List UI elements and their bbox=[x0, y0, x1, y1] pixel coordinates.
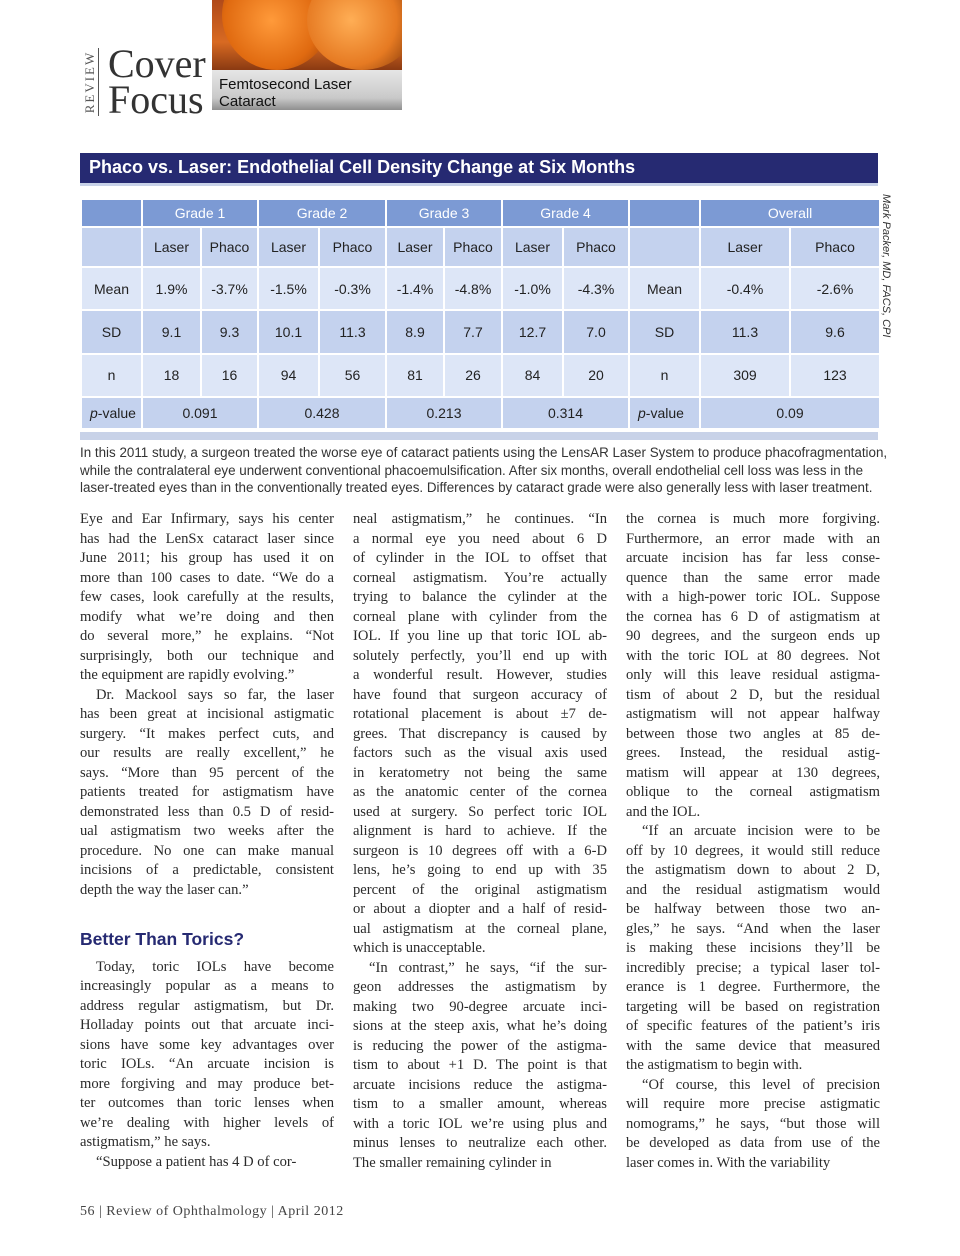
table-cell: 11.3 bbox=[700, 310, 790, 353]
row-label: Mean bbox=[81, 267, 142, 310]
credit-text: Mark Packer, MD, FACS, CPI bbox=[880, 194, 892, 338]
grade-header: Grade 2 bbox=[258, 199, 386, 227]
pvalue-label bbox=[81, 397, 142, 429]
body-text-line: patients treated for astigmatism have bbox=[80, 784, 334, 800]
table-cell: -4.8% bbox=[444, 267, 502, 310]
body-text-line: off by 10 degrees, it would still reduce bbox=[626, 842, 880, 859]
body-text-line: astigmatism will not appear halfway bbox=[626, 706, 880, 722]
grade-header: Grade 3 bbox=[386, 199, 502, 227]
table-caption bbox=[80, 444, 888, 497]
table-cell: -3.7% bbox=[201, 267, 258, 310]
body-text-line: procedure. No one can make manual bbox=[80, 842, 334, 859]
body-text-line: factors such as the visual axis used bbox=[353, 745, 607, 761]
body-text-line: surprisingly, both our technique and bbox=[80, 647, 334, 664]
body-text-line: tism to about +1 D. The point is that bbox=[353, 1057, 607, 1073]
body-text-line: in keratometry not being the same bbox=[353, 764, 607, 781]
body-text-line: alignment is hard to achieve. If the bbox=[353, 823, 607, 839]
method-header: Laser bbox=[142, 227, 201, 267]
body-text-line: geon addresses the astigmatism by bbox=[353, 979, 607, 995]
body-text-line: June 2011; his group has used it on bbox=[80, 550, 334, 566]
body-text-line: do several more,” he explains. “Not bbox=[80, 628, 334, 644]
body-text-line: rotational placement is about ±7 de- bbox=[353, 706, 607, 722]
body-text-line: as the anatomic center of the cornea bbox=[353, 784, 607, 800]
table-cell: 18 bbox=[142, 354, 201, 397]
body-text-line: grees. Instead, the residual astig- bbox=[626, 745, 880, 761]
method-header: Laser bbox=[386, 227, 444, 267]
method-header: Phaco bbox=[319, 227, 386, 267]
text-column-2 bbox=[353, 510, 607, 1173]
body-text-line: gles,” he says. “And when the laser bbox=[626, 920, 880, 937]
spacer bbox=[80, 900, 334, 920]
cover-title-line2: Focus bbox=[108, 77, 204, 122]
body-text-line: targeting will be based on registration bbox=[626, 998, 880, 1015]
body-text-line: toric IOLs. “An arcuate incision is bbox=[80, 1056, 334, 1072]
caption-line: laser-treated eyes than in the conventionally treated eyes. Differences by cataract grade were also generally less with laser treatment. bbox=[80, 480, 873, 496]
body-text-line: more than 100 cases to date. “We do a bbox=[80, 569, 334, 586]
table-cell: 9.1 bbox=[142, 310, 201, 353]
body-text-line: trying to balance the cylinder at the bbox=[353, 589, 607, 605]
table-cell: 10.1 bbox=[258, 310, 319, 353]
photo-credit bbox=[877, 194, 893, 338]
table-title-bar bbox=[80, 153, 878, 186]
body-text-line: astigmatism,” he says. bbox=[80, 1134, 211, 1150]
body-text-line: ual astigmatism at the corneal plane, bbox=[353, 920, 607, 937]
body-text-line: we’re dealing with higher levels of bbox=[80, 1114, 334, 1131]
body-text-line: between those two angles at 85 de- bbox=[626, 725, 880, 742]
row-label: SD bbox=[81, 310, 142, 353]
body-text-line: more forgiving and may produce bet- bbox=[80, 1075, 334, 1092]
body-text-line: neal astigmatism,” he continues. “In bbox=[353, 511, 607, 527]
body-text-line: used at surgery. So perfect toric IOL bbox=[353, 803, 607, 820]
cover-title-line1: Cover bbox=[108, 41, 206, 86]
pvalue-label-p: p bbox=[638, 404, 646, 421]
section-label-text: REVIEW bbox=[82, 50, 97, 114]
subtitle-text: Femtosecond Laser Cataract bbox=[219, 76, 352, 110]
body-text-line: incredibly precise; a typical laser tol- bbox=[626, 959, 880, 976]
table-cell: 11.3 bbox=[319, 310, 386, 353]
body-text-line: the astigmatism to begin with. bbox=[626, 1057, 803, 1073]
body-text-line: with a high-power toric IOL. Suppose bbox=[626, 589, 880, 605]
body-text-line: a normal eye you need about 6 D bbox=[353, 530, 607, 547]
cataract-lens-photo bbox=[212, 0, 402, 70]
method-header: Laser bbox=[258, 227, 319, 267]
body-text-line: sions at the steep axis, what he’s doing bbox=[353, 1018, 607, 1034]
table-title: Phaco vs. Laser: Endothelial Cell Density Change at Six Months bbox=[89, 157, 636, 177]
table-cell: -0.4% bbox=[700, 267, 790, 310]
subtitle-banner bbox=[212, 70, 402, 110]
body-text-line: the astigmatism down to about 2 D, bbox=[626, 862, 880, 878]
row-label: Mean bbox=[629, 267, 700, 310]
table-cell: -0.3% bbox=[319, 267, 386, 310]
body-text-line: which is unacceptable. bbox=[353, 940, 486, 956]
body-text-line: ual astigmatism two weeks after the bbox=[80, 823, 334, 839]
table-cell: 94 bbox=[258, 354, 319, 397]
table-cell: 9.3 bbox=[201, 310, 258, 353]
body-text-line: corneal plane with cylinder from the bbox=[353, 608, 607, 625]
table-cell: -1.5% bbox=[258, 267, 319, 310]
body-text-line: a wonderful result. However, studies bbox=[353, 667, 607, 683]
table-cell: 8.9 bbox=[386, 310, 444, 353]
pvalue-cell: 0.09 bbox=[700, 397, 880, 429]
pvalue-cell: 0.314 bbox=[502, 397, 629, 429]
table-cell: -1.4% bbox=[386, 267, 444, 310]
row-label: SD bbox=[629, 310, 700, 353]
body-text-line: arcuate incision has far less conse- bbox=[626, 550, 880, 566]
table-row-n bbox=[81, 354, 880, 397]
table-cell: 123 bbox=[790, 354, 880, 397]
body-text-line: matism will appear at 130 degrees, bbox=[626, 764, 880, 781]
body-text-line: have found that surgeon accuracy of bbox=[353, 686, 607, 703]
body-text-line: surgeon is 10 degrees off with a 6-D bbox=[353, 842, 607, 859]
body-text-line: has been great at incisional astigmatic bbox=[80, 706, 334, 722]
table-cell: 56 bbox=[319, 354, 386, 397]
body-text-line: Today, toric IOLs have become bbox=[96, 958, 334, 975]
table-cell: 7.7 bbox=[444, 310, 502, 353]
body-text-line: 90 degrees, and the surgeon ends up bbox=[626, 628, 880, 644]
body-text-line: ter outcomes than toric lenses when bbox=[80, 1095, 334, 1111]
body-text-line: modify what we’re doing and then bbox=[80, 608, 334, 625]
text-column-1 bbox=[80, 510, 334, 1172]
table-cell: 7.0 bbox=[563, 310, 629, 353]
body-text-line: tism of about 2 D, but the residual bbox=[626, 686, 880, 703]
body-text-line: nomograms,” he says, “but those will bbox=[626, 1115, 880, 1132]
body-text-line: quence than the same error made bbox=[626, 569, 880, 586]
table-cell: 84 bbox=[502, 354, 563, 397]
body-text-line: of cylinder in the IOL to offset that bbox=[353, 550, 607, 566]
body-text-line: minus lenses to neutralize each other. bbox=[353, 1135, 607, 1151]
body-text-line: be developed as data from use of the bbox=[626, 1135, 880, 1151]
pvalue-label bbox=[629, 397, 700, 429]
body-text-line: the cornea is much more forgiving. bbox=[626, 511, 880, 527]
grade-header: Overall bbox=[700, 199, 880, 227]
grade-header: Grade 1 bbox=[142, 199, 258, 227]
endothelial-cell-table bbox=[80, 198, 881, 430]
body-text-line: tism to a smaller amount, whereas bbox=[353, 1096, 607, 1112]
method-header: Phaco bbox=[790, 227, 880, 267]
method-header: Laser bbox=[502, 227, 563, 267]
body-text-line: “If an arcuate incision were to be bbox=[642, 823, 880, 839]
body-text-line: the cornea has 6 D of astigmatism at bbox=[626, 608, 880, 625]
body-text-line: address regular astigmatism, but Dr. bbox=[80, 997, 334, 1014]
table-cell: 12.7 bbox=[502, 310, 563, 353]
body-text-line: IOL. If you line up that toric IOL ab- bbox=[353, 628, 607, 644]
body-text-line: surgery. “It makes perfect cuts, and bbox=[80, 725, 334, 742]
section-label bbox=[78, 48, 99, 116]
pvalue-label-rest: -value bbox=[97, 404, 136, 421]
body-text-line: incisions of a predictable, consistent bbox=[80, 862, 334, 878]
table-cell: -1.0% bbox=[502, 267, 563, 310]
body-text-line: is reducing the power of the astigma- bbox=[353, 1037, 607, 1054]
method-header: Phaco bbox=[444, 227, 502, 267]
pvalue-label-p: p bbox=[90, 404, 98, 421]
table-cell: -4.3% bbox=[563, 267, 629, 310]
body-text-line: Holladay points out that arcuate inci- bbox=[80, 1017, 334, 1033]
table-cell: 26 bbox=[444, 354, 502, 397]
body-text-line: grees. That discrepancy is caused by bbox=[353, 725, 607, 742]
body-text-line: demonstrated less than 0.5 D of resid- bbox=[80, 803, 334, 820]
body-text-line: sions have some key advantages over bbox=[80, 1036, 334, 1053]
body-text-line: erance is 1 degree. Furthermore, the bbox=[626, 979, 880, 995]
body-text-line: with the toric IOL at 80 degrees. Not bbox=[626, 647, 880, 664]
table-bottom-strip bbox=[80, 432, 878, 440]
table-row-mean bbox=[81, 267, 880, 310]
pvalue-cell: 0.213 bbox=[386, 397, 502, 429]
body-text-line: laser comes in. With the variability bbox=[626, 1154, 831, 1171]
body-text-line: has had the LenSx cataract laser since bbox=[80, 530, 334, 547]
body-text-line: oblique to the corneal astigmatism bbox=[626, 784, 880, 800]
body-text-line: says. “More than 95 percent of the bbox=[80, 764, 334, 781]
body-text-line: Eye and Ear Infirmary, says his center bbox=[80, 511, 334, 527]
caption-line: while the contralateral eye underwent conventional phacoemulsification. After six months, overall endothelial cell loss was less in the bbox=[80, 462, 864, 478]
body-text-line: will require more precise astigmatic bbox=[626, 1096, 880, 1112]
row-label: n bbox=[629, 354, 700, 397]
table-cell: -2.6% bbox=[790, 267, 880, 310]
body-text-line: and the IOL. bbox=[626, 803, 701, 820]
page-footer: 56 | Review of Ophthalmology | April 2012 bbox=[80, 1204, 344, 1219]
pvalue-cell: 0.428 bbox=[258, 397, 386, 429]
body-text-line: with a toric IOL we’re using plus and bbox=[353, 1115, 607, 1132]
body-text-line: “Of course, this level of precision bbox=[642, 1076, 880, 1093]
table-row-sd bbox=[81, 310, 880, 353]
grade-header-row bbox=[81, 199, 880, 227]
body-text-line: is making these incisions they’ll be bbox=[626, 940, 880, 956]
body-text-line: making two 90-degree arcuate inci- bbox=[353, 998, 607, 1015]
method-header: Phaco bbox=[563, 227, 629, 267]
table-cell: 16 bbox=[201, 354, 258, 397]
body-text-line: depth the way the laser can.” bbox=[80, 881, 249, 898]
table-cell: 81 bbox=[386, 354, 444, 397]
method-header: Phaco bbox=[201, 227, 258, 267]
body-text-line: corneal astigmatism. You’re actually bbox=[353, 569, 607, 586]
body-text-line: solutely perfectly, you’ll end up with bbox=[353, 647, 607, 664]
method-header-row bbox=[81, 227, 880, 267]
body-text-line: arcuate incisions reduce the astigma- bbox=[353, 1076, 607, 1093]
body-text-line: few cases, look carefully at the results, bbox=[80, 589, 334, 605]
body-text-line: with the same device that measured bbox=[626, 1037, 880, 1054]
body-text-line: of specific features of the patient’s iris bbox=[626, 1018, 880, 1034]
pvalue-cell: 0.091 bbox=[142, 397, 258, 429]
row-label: n bbox=[81, 354, 142, 397]
body-text-line: our results are really excellent,” he bbox=[80, 745, 334, 761]
table-cell: 20 bbox=[563, 354, 629, 397]
body-text-line: be halfway between those two an- bbox=[626, 901, 880, 917]
table-row-pvalue bbox=[81, 397, 880, 429]
section-heading: Better Than Torics? bbox=[80, 928, 245, 949]
body-text-line: Furthermore, an error made with an bbox=[626, 530, 880, 547]
text-column-3 bbox=[626, 510, 880, 1173]
grade-header: Grade 4 bbox=[502, 199, 629, 227]
body-text-line: increasingly popular as a means to bbox=[80, 978, 334, 994]
body-text-line: and the residual astigmatism would bbox=[626, 881, 880, 898]
body-text-line: The smaller remaining cylinder in bbox=[353, 1154, 552, 1171]
table-cell: 1.9% bbox=[142, 267, 201, 310]
body-text-line: lens, he’s going to end up with 35 bbox=[353, 862, 607, 878]
body-text-line: or about a diopter and a half of resid- bbox=[353, 901, 607, 917]
body-text-line: Dr. Mackool says so far, the laser bbox=[96, 686, 334, 703]
table-cell: 309 bbox=[700, 354, 790, 397]
body-text-line: only will this leave residual astigma- bbox=[626, 667, 880, 683]
method-header: Laser bbox=[700, 227, 790, 267]
pvalue-label-rest: -value bbox=[645, 404, 684, 421]
caption-line: In this 2011 study, a surgeon treated the worse eye of cataract patients using the LensAR Laser System to produce phacofragmentation, bbox=[80, 445, 888, 460]
body-text-line: the equipment are rapidly evolving.” bbox=[80, 667, 295, 683]
table-cell: 9.6 bbox=[790, 310, 880, 353]
body-text-line: percent of the original astigmatism bbox=[353, 881, 607, 898]
body-text-line: “In contrast,” he says, “if the sur- bbox=[369, 959, 607, 976]
body-text-line: “Suppose a patient has 4 D of cor- bbox=[96, 1153, 297, 1170]
